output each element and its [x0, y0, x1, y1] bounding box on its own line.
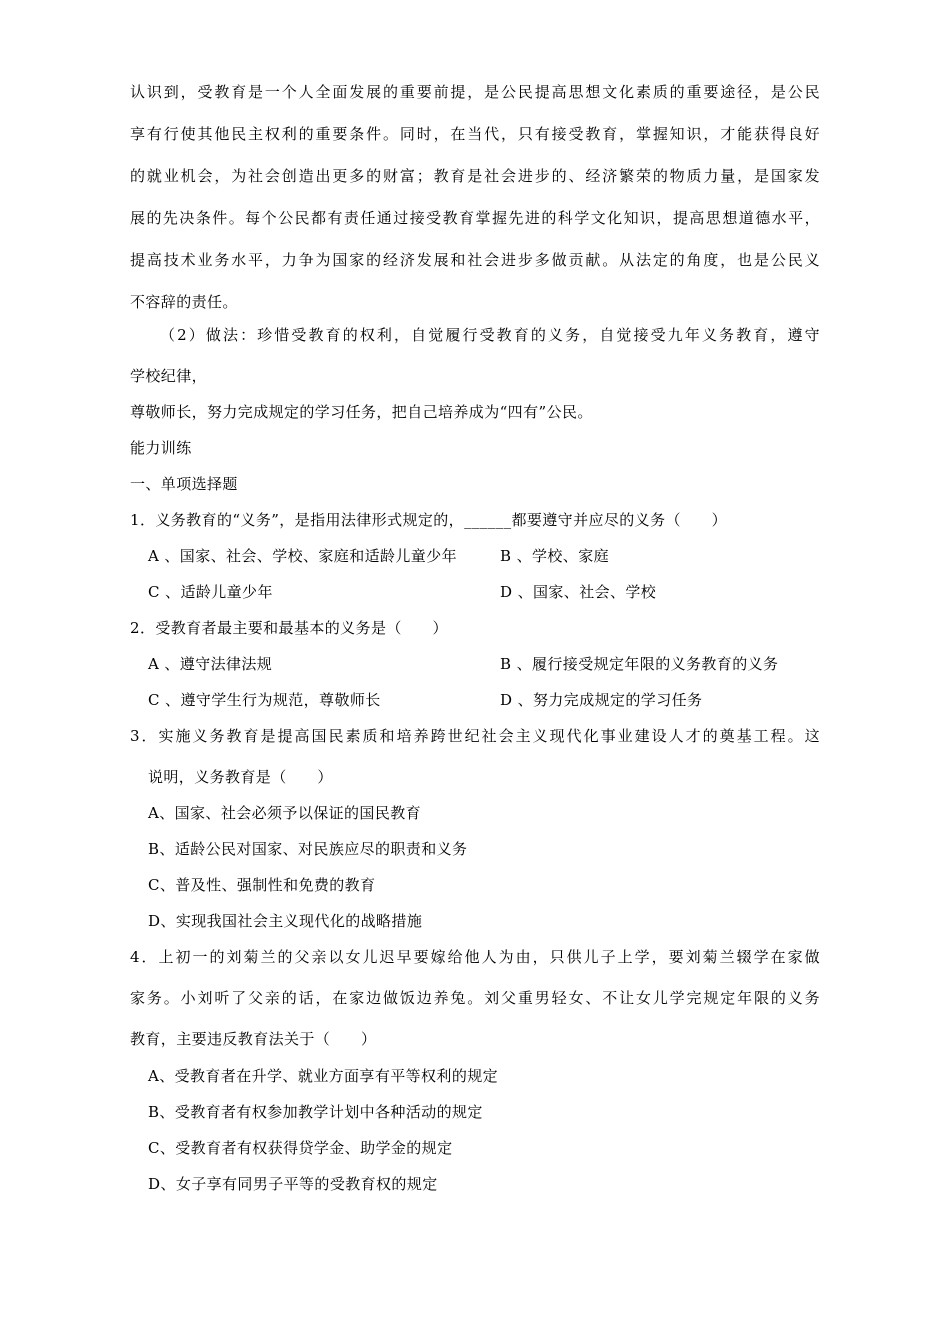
intro-line-3: 的就业机会，为社会创造出更多的财富；教育是社会进步的、经济繁荣的物质力量，是国家发 [130, 167, 820, 185]
question-2-stem: 2．受教育者最主要和最基本的义务是（ ） [130, 619, 448, 637]
question-2-option-b: B 、履行接受规定年限的义务教育的义务 [500, 655, 779, 673]
question-3-option-b: B、适龄公民对国家、对民族应尽的职责和义务 [148, 840, 468, 858]
intro-line-6: 不容辞的责任。 [130, 293, 238, 311]
question-2-option-c: C 、遵守学生行为规范，尊敬师长 [148, 691, 381, 709]
question-3-option-d: D、实现我国社会主义现代化的战略措施 [148, 912, 423, 930]
question-1-option-b: B 、学校、家庭 [500, 547, 609, 565]
question-4-stem-line-1: 4．上初一的刘菊兰的父亲以女儿迟早要嫁给他人为由，只供儿子上学，要刘菊兰辍学在家做 [130, 948, 820, 966]
question-2-option-d: D 、努力完成规定的学习任务 [500, 691, 703, 709]
question-1-option-a: A 、国家、社会、学校、家庭和适龄儿童少年 [148, 547, 458, 565]
practice-line-3: 尊敬师长，努力完成规定的学习任务，把自己培养成为“四有”公民。 [130, 403, 593, 421]
question-4-stem-line-2: 家务。小刘听了父亲的话，在家边做饭边养兔。刘父重男轻女、不让女儿学完规定年限的义务 [130, 989, 820, 1007]
question-3-option-c: C、普及性、强制性和免费的教育 [148, 876, 376, 894]
question-1-option-d: D 、国家、社会、学校 [500, 583, 657, 601]
question-4-option-b: B、受教育者有权参加教学计划中各种活动的规定 [148, 1103, 483, 1121]
question-3-stem-line-1: 3．实施义务教育是提高国民素质和培养跨世纪社会主义现代化事业建设人才的奠基工程。这 [130, 727, 820, 745]
question-3-option-a: A、国家、社会必须予以保证的国民教育 [148, 804, 422, 822]
question-4-option-c: C、受教育者有权获得贷学金、助学金的规定 [148, 1139, 453, 1157]
practice-line-1: （2）做法：珍惜受教育的权利，自觉履行受教育的义务，自觉接受九年义务教育，遵守 [160, 326, 820, 344]
intro-line-2: 享有行使其他民主权利的重要条件。同时，在当代，只有接受教育，掌握知识，才能获得良好 [130, 125, 820, 143]
question-4-option-d: D、女子享有同男子平等的受教育权的规定 [148, 1175, 438, 1193]
question-2-option-a: A 、遵守法律法规 [148, 655, 273, 673]
practice-line-2: 学校纪律， [130, 367, 208, 385]
question-3-stem-line-2: 说明，义务教育是（ ） [148, 768, 333, 786]
intro-line-1: 认识到，受教育是一个人全面发展的重要前提，是公民提高思想文化素质的重要途径，是公民 [130, 83, 820, 101]
question-4-option-a: A、受教育者在升学、就业方面享有平等权利的规定 [148, 1067, 499, 1085]
subsection-title: 一、单项选择题 [130, 475, 238, 493]
question-4-stem-line-3: 教育，主要违反教育法关于（ ） [130, 1030, 377, 1048]
section-title: 能力训练 [130, 439, 192, 457]
intro-line-4: 展的先决条件。每个公民都有责任通过接受教育掌握先进的科学文化知识，提高思想道德水平， [130, 209, 820, 227]
question-1-stem: 1．义务教育的“义务”，是指用法律形式规定的，______都要遵守并应尽的义务（ ） [130, 511, 728, 529]
intro-line-5: 提高技术业务水平，力争为国家的经济发展和社会进步多做贡献。从法定的角度，也是公民义 [130, 251, 820, 269]
question-1-option-c: C 、适龄儿童少年 [148, 583, 273, 601]
